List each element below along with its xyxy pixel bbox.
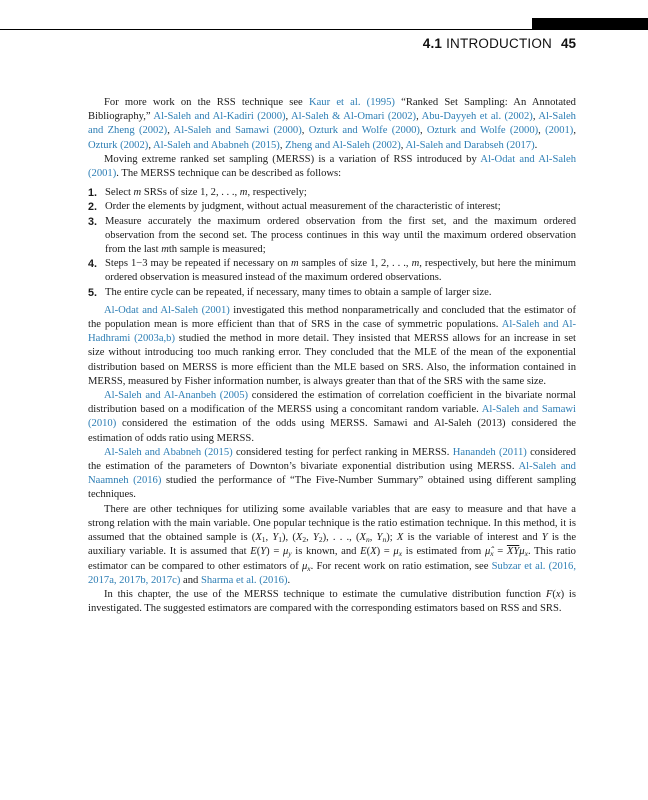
list-item: 2. Order the elements by judgment, without actual measurement of the characteristic of interest; xyxy=(88,201,501,214)
paragraph-2: Moving extreme ranked set sampling (MERSS) is a variation of RSS introduced by Al-Odat and Al-Saleh (2001). The MERSS technique can be described as follows: xyxy=(88,153,576,180)
paragraph-4: Al-Saleh and Al-Ananbeh (2005) considered the estimation of correlation coefficient in the bivariate normal distribution based on a modification of the MERSS using a concomitant random variable. Al-Saleh and Samawi (2010) considered the estimation of the odds using MERSS. Samawi and Al-Saleh (2013) considered the estimation of odds ratio using MERSS. xyxy=(88,390,577,444)
paragraph-5: Al-Saleh and Ababneh (2015) considered testing for perfect ranking in MERSS. Hanandeh (2011) considered the estimation of the parameters of Downton’s bivariate exponential distribution using MERSS. Al-Saleh and Naamneh (2016) studied the performance of “The Five-Number Summary” obtained using different sampling techniques. xyxy=(88,446,576,501)
math-cdf: F(x) xyxy=(545,588,565,600)
citation-link[interactable]: Al-Saleh and Al-Kadiri (2000) xyxy=(153,111,286,123)
citation-link[interactable]: Al-Odat and Al-Saleh (2001) xyxy=(88,153,576,180)
list-item: 5. The entire cycle can be repeated, if necessary, many times to obtain a sample of larger size. xyxy=(88,286,492,299)
citation-link[interactable]: Sharma et al. (2016) xyxy=(200,574,288,586)
citation-link[interactable]: (2001) xyxy=(545,125,574,137)
running-head xyxy=(423,36,578,51)
header-rule xyxy=(0,29,648,30)
page-number: 45 xyxy=(561,36,577,51)
list-item: 1. Select m SRSs of size 1, 2, . . ., m, respectively; xyxy=(88,187,307,200)
math-sample: ($X_1$, $Y_1$), ($X_2$, $Y_2$), . . ., ($X_n$, $Y_n$); X xyxy=(251,532,404,545)
citation-link[interactable]: Ozturk and Wolfe (2000) xyxy=(308,125,420,137)
citation-link[interactable]: Al-Saleh and Zheng (2002) xyxy=(88,111,576,137)
paragraph-1: For more work on the RSS technique see Kaur et al. (1995) “Ranked Set Sampling: An Annotated Bibliography,” Al-Saleh and Al-Kadiri (2000), Al-Saleh & Al-Omari (2002), Abu-Dayyeh et al. (2002), Al-Saleh and Zheng (2002), Al-Saleh and Samawi (2000), Ozturk and Wolfe (2000), Ozturk and Wolfe (2000), (2001), Ozturk (2002), Al-Saleh and Ababneh (2015), Zheng and Al-Saleh (2002), Al-Saleh and Darabseh (2017). xyxy=(88,97,576,151)
citation-link[interactable]: Al-Saleh and Samawi (2000) xyxy=(173,125,302,137)
math-expectation-x: $E(X) = \mu_x$ xyxy=(360,546,403,559)
citation-link[interactable]: Al-Saleh and Al-Ananbeh (2005) xyxy=(104,390,249,402)
citation-link[interactable]: Subzar et al. (2016, 2017a, 2017b, 2017c) xyxy=(88,560,576,586)
citation-link[interactable]: Al-Saleh and Darabseh (2017) xyxy=(405,139,535,151)
citation-link[interactable]: Al-Saleh and Ababneh (2015) xyxy=(104,446,233,458)
citation-link[interactable]: Zheng and Al-Saleh (2002) xyxy=(285,139,401,151)
citation-link[interactable]: Al-Saleh & Al-Omari (2002) xyxy=(291,111,417,123)
citation-link[interactable]: Al-Saleh and Samawi (2010) xyxy=(88,404,576,430)
body-text xyxy=(88,96,576,616)
merss-steps-list xyxy=(88,186,576,300)
paragraph-3: Al-Odat and Al-Saleh (2001) investigated this method nonparametrically and concluded that the estimator of the population mean is more efficient than that of SRS in the case of symmetric populations. Al-Saleh and Al-Hadhrami (2003a,b) studied the method in more detail. They insisted that MERSS allows for an increase in set size without introducing too much ranking error. They concluded that the MLE of the mean of the exponential distribution based on MERSS is more efficient than the MLE based on SRS. Also, the information contained in MERSS, measured by Fisher information number, is always greater than that of the SRS with the same size. xyxy=(88,304,576,387)
citation-link[interactable]: Al-Saleh and Ababneh (2015) xyxy=(153,139,280,151)
section-number: 4.1 xyxy=(422,36,443,51)
citation-link[interactable]: Ozturk (2002) xyxy=(88,139,149,151)
list-item: 4. Steps 1−3 may be repeated if necessary on m samples of size 1, 2, . . ., m, respectively, but here the minimum ordered observation is measured instead of the maximum ordered observations. xyxy=(88,258,576,284)
citation-link[interactable]: Ozturk and Wolfe (2000) xyxy=(426,125,539,137)
math-expectation-y: $E(Y) = \mu_y$ xyxy=(250,546,292,559)
citation-link[interactable]: Abu-Dayyeh et al. (2002) xyxy=(421,111,533,123)
paragraph-6: There are other techniques for utilizing some available variables that are easy to measure and that have a strong relation with the main variable. One popular technique is the ratio estimation technique. In this method, it is assumed that the obtained sample is ($X_1$, $Y_1$), ($X_2$, $Y_2$), . . ., ($X_n$, $Y_n$); X is the variable of interest and Y is the auxiliary variable. It is assumed that $E(Y) = \mu_y$ is known, and $E(X) = \mu_x$ is estimated from $\mû_x = \overline{XY}\mu_x$. This ratio estimator can be compared to other estimators of $\mu_x$. For recent work on ratio estimation, see Subzar et al. (2016, 2017a, 2017b, 2017c) and Sharma et al. (2016). xyxy=(88,503,577,586)
section-title: INTRODUCTION xyxy=(446,36,552,51)
citation-link[interactable]: Hanandeh (2011) xyxy=(452,446,527,458)
citation-link[interactable]: Kaur et al. (1995) xyxy=(308,97,395,108)
paragraph-7: In this chapter, the use of the MERSS technique to estimate the cumulative distribution function F(x) is investigated. The suggested estimators are compared with the corresponding estimators based on RSS and SRS. xyxy=(88,588,576,615)
citation-link[interactable]: Al-Odat and Al-Saleh (2001) xyxy=(104,304,230,316)
citation-link[interactable]: Al-Saleh and Al-Hadhrami (2003a,b) xyxy=(88,319,576,345)
citation-link[interactable]: Al-Saleh and Naamneh (2016) xyxy=(88,461,576,487)
math-ratio-estimator: $\mû_x = \overline{XY}\mu_x$ xyxy=(484,546,528,559)
list-item: 3. Measure accurately the maximum ordered observation from the first set, and the maximum ordered observation from the second set. The process continues in this way until the maximum ordered observation from the last mth sample is measured; xyxy=(88,215,576,256)
